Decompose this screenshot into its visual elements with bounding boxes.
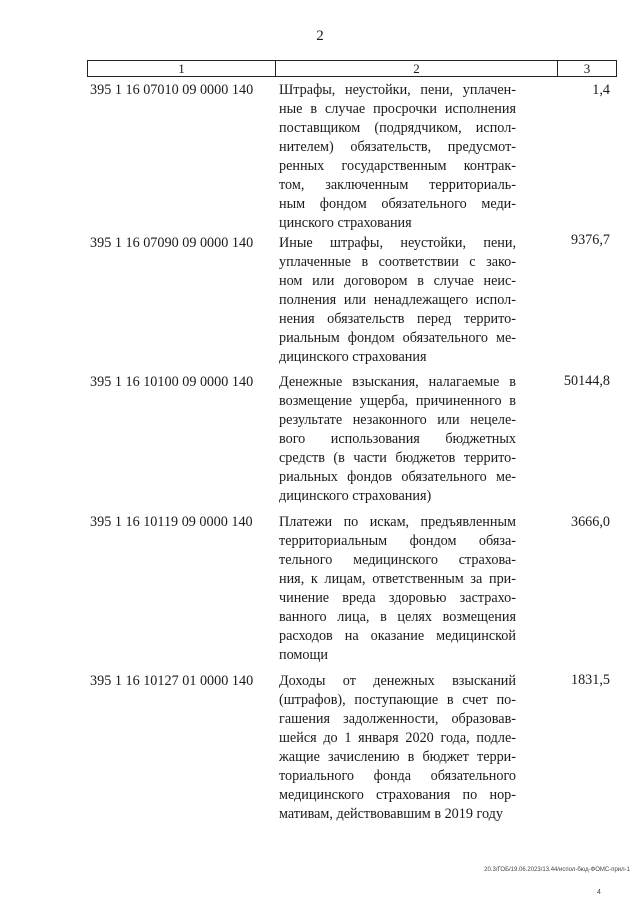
description-line: ном или договором в случае неис- (279, 273, 516, 289)
description-line: нения обязательств перед террито- (279, 311, 516, 327)
table-column-header (87, 60, 617, 77)
description-line: цинского страхования (279, 215, 412, 231)
description-line: медицинского страхования по нор- (279, 787, 516, 803)
description-line: уплаченные в соответствии с зако- (279, 254, 516, 270)
description-line: Иные штрафы, неустойки, пени, (279, 235, 516, 251)
income-description (279, 672, 516, 824)
budget-code: 395 1 16 10100 09 0000 140 (90, 374, 254, 390)
income-description (279, 234, 516, 367)
description-line: ренных государственным контрак- (279, 158, 516, 174)
description-line: чинение вреда здоровью застрахо- (279, 590, 516, 606)
description-line: ванного лица, в целях возмещения (279, 609, 516, 625)
description-line: ным фондом обязательного меди- (279, 196, 516, 212)
description-line: расходов на оказание медицинской (279, 628, 516, 644)
description-line: дицинского страхования (279, 349, 427, 365)
income-description (279, 513, 516, 665)
description-line: мативам, действовавшим в 2019 году (279, 806, 503, 822)
budget-code: 395 1 16 10119 09 0000 140 (90, 514, 253, 530)
description-line: Доходы от денежных взысканий (279, 673, 516, 689)
description-line: Денежные взыскания, налагаемые в (279, 374, 516, 390)
column-header-2: 2 (276, 61, 558, 76)
document-footer-note: 20.3/ГОБ/19.06.2023/13.44/испол-бюд-ФОМС-прил-1 (484, 867, 630, 873)
description-line: вого использования бюджетных (279, 431, 516, 447)
description-line: гашения задолженности, образовав- (279, 711, 516, 727)
amount-value: 9376,7 (570, 232, 610, 248)
description-line: жащие зачислению в бюджет терри- (279, 749, 516, 765)
column-header-3: 3 (583, 60, 591, 76)
description-line: территориальным фондом обяза- (279, 533, 516, 549)
description-line: ные в случае просрочки исполнения (279, 101, 516, 117)
budget-code: 395 1 16 07090 09 0000 140 (90, 235, 254, 251)
description-line: шейся до 1 января 2020 года, подле- (279, 730, 516, 746)
description-line: средств (в части бюджетов террито- (279, 450, 516, 466)
description-line: том, заключенным территориаль- (279, 177, 516, 193)
description-line: риальных фондов обязательного ме- (279, 469, 516, 485)
description-line: тельного медицинского страхова- (279, 552, 516, 568)
description-line: дицинского страхования) (279, 488, 432, 504)
description-line: помощи (279, 647, 329, 663)
amount-value: 50144,8 (563, 373, 610, 389)
page-number: 2 (316, 28, 324, 44)
amount-value: 3666,0 (570, 514, 610, 530)
description-line: полнения или ненадлежащего испол- (279, 292, 516, 308)
description-line: нителем) обязательств, предусмот- (279, 139, 516, 155)
description-line: поставщиком (подрядчиком, испол- (279, 120, 516, 136)
description-line: ния, к лицам, ответственным за при- (279, 571, 516, 587)
corner-page-mark: 4 (597, 889, 601, 896)
description-line: риальным фондом обязательного ме- (279, 330, 516, 346)
description-line: Штрафы, неустойки, пени, уплачен- (279, 82, 516, 98)
description-line: результате незаконного или нецеле- (279, 412, 516, 428)
description-line: (штрафов), поступающие в счет по- (279, 692, 516, 708)
amount-value: 1831,5 (570, 672, 610, 688)
column-header-1: 1 (88, 61, 276, 76)
income-description (279, 373, 516, 506)
budget-code: 395 1 16 10127 01 0000 140 (90, 673, 254, 689)
income-description (279, 81, 516, 233)
amount-value: 1,4 (592, 82, 610, 98)
budget-code: 395 1 16 07010 09 0000 140 (90, 82, 254, 98)
description-line: Платежи по искам, предъявленным (279, 514, 516, 530)
description-line: возмещение ущерба, причиненного в (279, 393, 516, 409)
description-line: ториального фонда обязательного (279, 768, 516, 784)
